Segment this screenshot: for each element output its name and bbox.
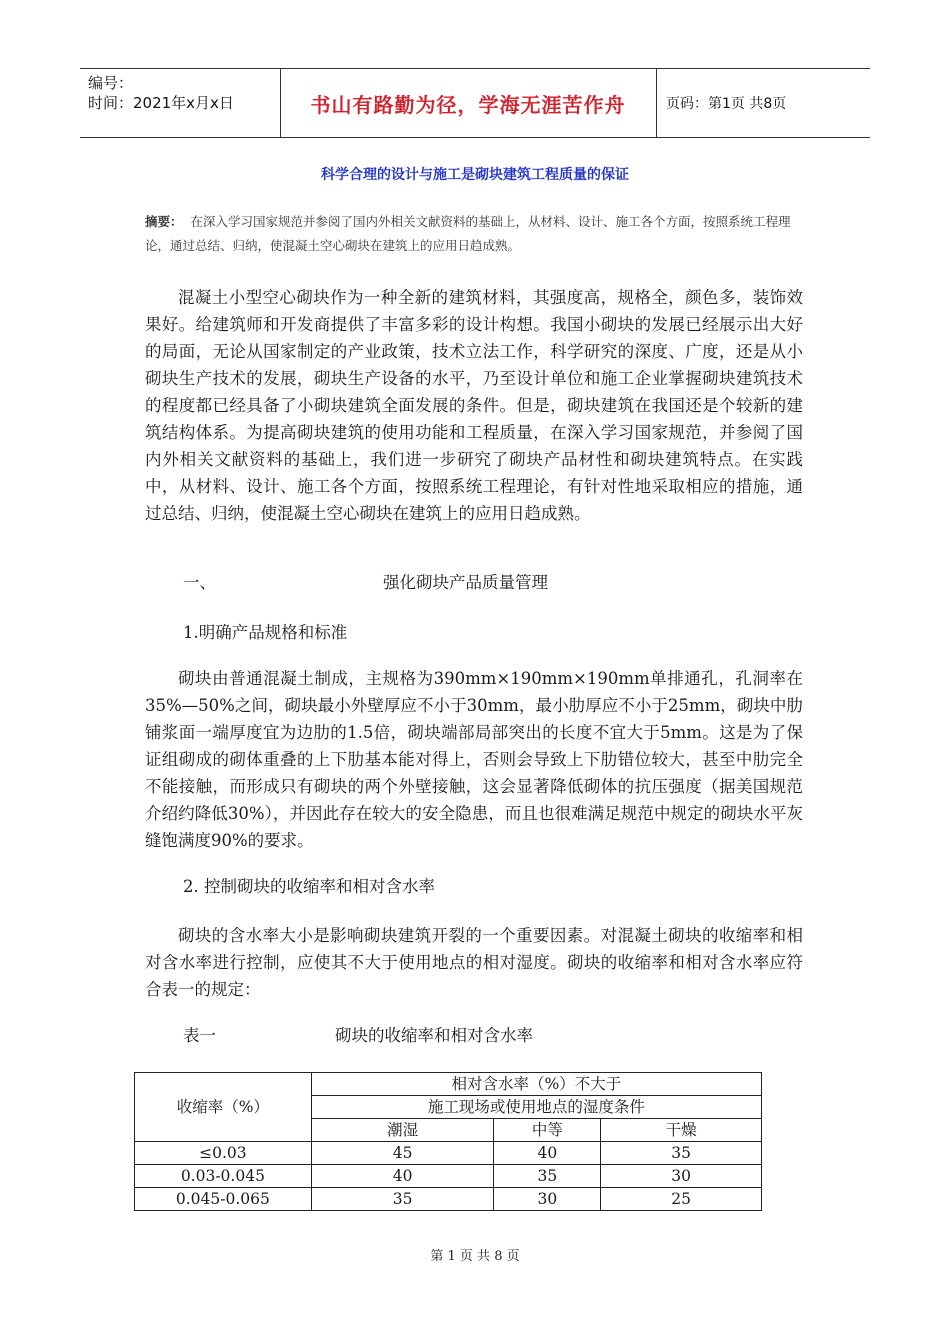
header-cell-humidity-condition: 施工现场或使用地点的湿度条件: [311, 1096, 761, 1119]
table-cell: 45: [311, 1142, 494, 1165]
header-cell-medium: 中等: [494, 1119, 601, 1142]
abstract: [145, 210, 810, 258]
page-header: [80, 68, 870, 138]
page-footer: 第 1 页 共 8 页: [430, 1249, 520, 1264]
subsection-heading-1: 1.明确产品规格和标准: [183, 623, 348, 642]
intro-paragraph: 混凝土小型空心砌块作为一种全新的建筑材料，其强度高，规格全，颜色多，装饰效果好。给建筑师和开发商提供了丰富多彩的设计构想。我国小砌块的发展已经展示出大好的局面，无论从国家制定的产业政策，技术立法工作，科学研究的深度、广度，还是从小砌块生产技术的发展，砌块生产设备的水平，乃至设计单位和施工企业掌握砌块建筑技术的程度都已经具备了小砌块建筑全面发展的条件。但是，砌块建筑在我国还是个较新的建筑结构体系。为提高砌块建筑的使用功能和工程质量，在深入学习国家规范，并参阅了国内外相关文献资料的基础上，我们进一步研究了砌块产品材性和砌块建筑特点。在实践中，从材料、设计、施工各个方面，按照系统工程理论，有针对性地采取相应的措施，通过总结、归纳，使混凝土空心砌块在建筑上的应用日趋成熟。: [145, 288, 803, 523]
moisture-paragraph: 砌块的含水率大小是影响砌块建筑开裂的一个重要因素。对混凝土砌块的收缩率和相对含水率进行控制，应使其不大于使用地点的相对湿度。砌块的收缩率和相对含水率应符合表一的规定：: [145, 926, 803, 999]
header-page-info: 页码：第1页 共8页: [666, 96, 787, 112]
table-cell: 35: [311, 1188, 494, 1211]
table-row: [135, 1165, 762, 1188]
table-cell: 35: [601, 1142, 762, 1165]
abstract-label: 摘要：: [145, 214, 183, 229]
table-cell: 25: [601, 1188, 762, 1211]
shrinkage-moisture-table: [134, 1072, 762, 1211]
header-divider: [656, 69, 657, 137]
header-cell-shrinkage: 收缩率（%）: [135, 1073, 312, 1142]
table-cell: 0.045-0.065: [135, 1188, 312, 1211]
subsection-heading-2: 2. 控制砌块的收缩率和相对含水率: [183, 877, 435, 896]
header-motto: 书山有路勤为径，学海无涯苦作舟: [310, 92, 626, 117]
table-title: 砌块的收缩率和相对含水率: [335, 1026, 533, 1045]
table-row: [135, 1142, 762, 1165]
table-row: [135, 1188, 762, 1211]
table-cell: 40: [311, 1165, 494, 1188]
table-cell: ≤0.03: [135, 1142, 312, 1165]
abstract-text: 在深入学习国家规范并参阅了国内外相关文献资料的基础上，从材料、设计、施工各个方面，按照系统工程理论，通过总结、归纳，使混凝土空心砌块在建筑上的应用日趋成熟。: [145, 214, 791, 253]
header-meta: [88, 73, 234, 113]
document-title: 科学合理的设计与施工是砌块建筑工程质量的保证: [321, 167, 629, 183]
header-cell-humid: 潮湿: [311, 1119, 494, 1142]
doc-date-label: 时间：2021年x月x日: [88, 94, 234, 112]
table-cell: 30: [494, 1188, 601, 1211]
header-cell-moisture: 相对含水率（%）不大于: [311, 1073, 761, 1096]
spec-paragraph: 砌块由普通混凝土制成，主规格为390mm×190mm×190mm单排通孔，孔洞率在35%—50%之间，砌块最小外壁厚应不小于30mm，最小肋厚应不小于25mm，砌块中肋铺浆面一端厚度宜为边肋的1.5倍，砌块端部局部突出的长度不宜大于5mm。这是为了保证组砌成的砌体重叠的上下肋基本能对得上，否则会导致上下肋错位较大，甚至中肋完全不能接触，而形成只有砌块的两个外壁接触，这会显著降低砌体的抗压强度（据美国规范介绍约降低30%），并因此存在较大的安全隐患，而且也很难满足规范中规定的砌块水平灰缝饱满度90%的要求。: [145, 669, 803, 850]
section-number: 一、: [183, 573, 216, 592]
doc-number-label: 编号：: [88, 74, 134, 92]
table-cell: 30: [601, 1165, 762, 1188]
table-label: 表一: [183, 1026, 216, 1045]
header-cell-dry: 干燥: [601, 1119, 762, 1142]
section-title: 强化砌块产品质量管理: [383, 573, 548, 592]
table-cell: 0.03-0.045: [135, 1165, 312, 1188]
table-cell: 40: [494, 1142, 601, 1165]
table-cell: 35: [494, 1165, 601, 1188]
table-header-row: [135, 1073, 762, 1096]
